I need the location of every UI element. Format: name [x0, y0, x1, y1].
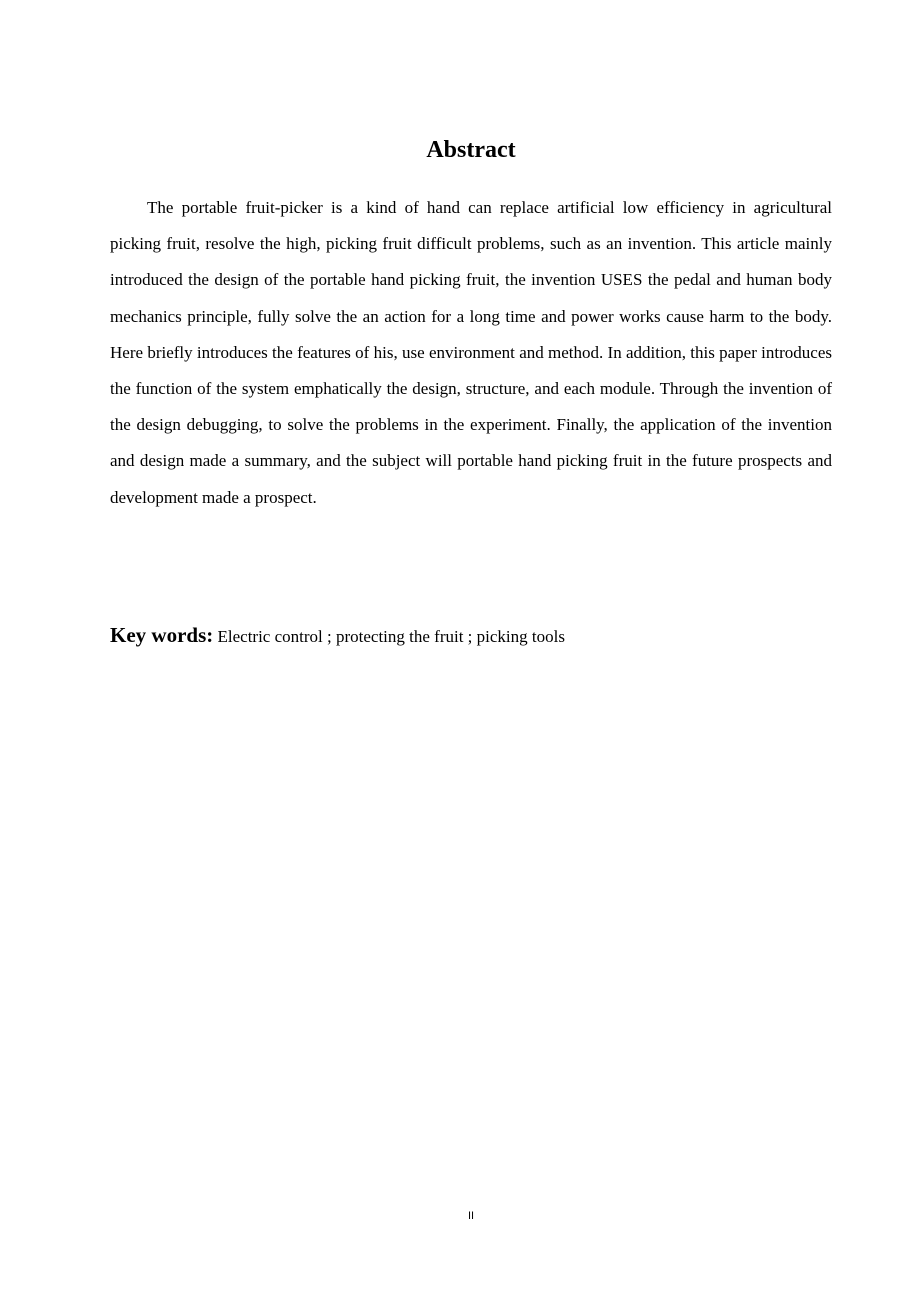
abstract-paragraph: The portable fruit-picker is a kind of hand can replace artificial low efficiency in agricultural picking fruit, resolve the high, picking fruit difficult problems, such as an invention. This article mainly introduced the design of the portable hand picking fruit, the invention USES the pedal and human body mechanics principle, fully solve the an action for a long time and power works cause harm to the body. Here briefly introduces the features of his, use environment and method. In addition, this paper introduces the function of the system emphatically the design, structure, and each module. Through the invention of the design debugging, to solve the problems in the experiment. Finally, the application of the invention and design made a summary, and the subject will portable hand picking fruit in the future prospects and development made a prospect.: [110, 198, 832, 507]
abstract-title: Abstract: [426, 137, 516, 163]
page-number: II: [467, 1210, 475, 1222]
keywords-line: [110, 619, 832, 653]
keywords-label: Key words:: [110, 623, 214, 647]
keywords-text: Electric control ; protecting the fruit ; picking tools: [217, 627, 565, 646]
